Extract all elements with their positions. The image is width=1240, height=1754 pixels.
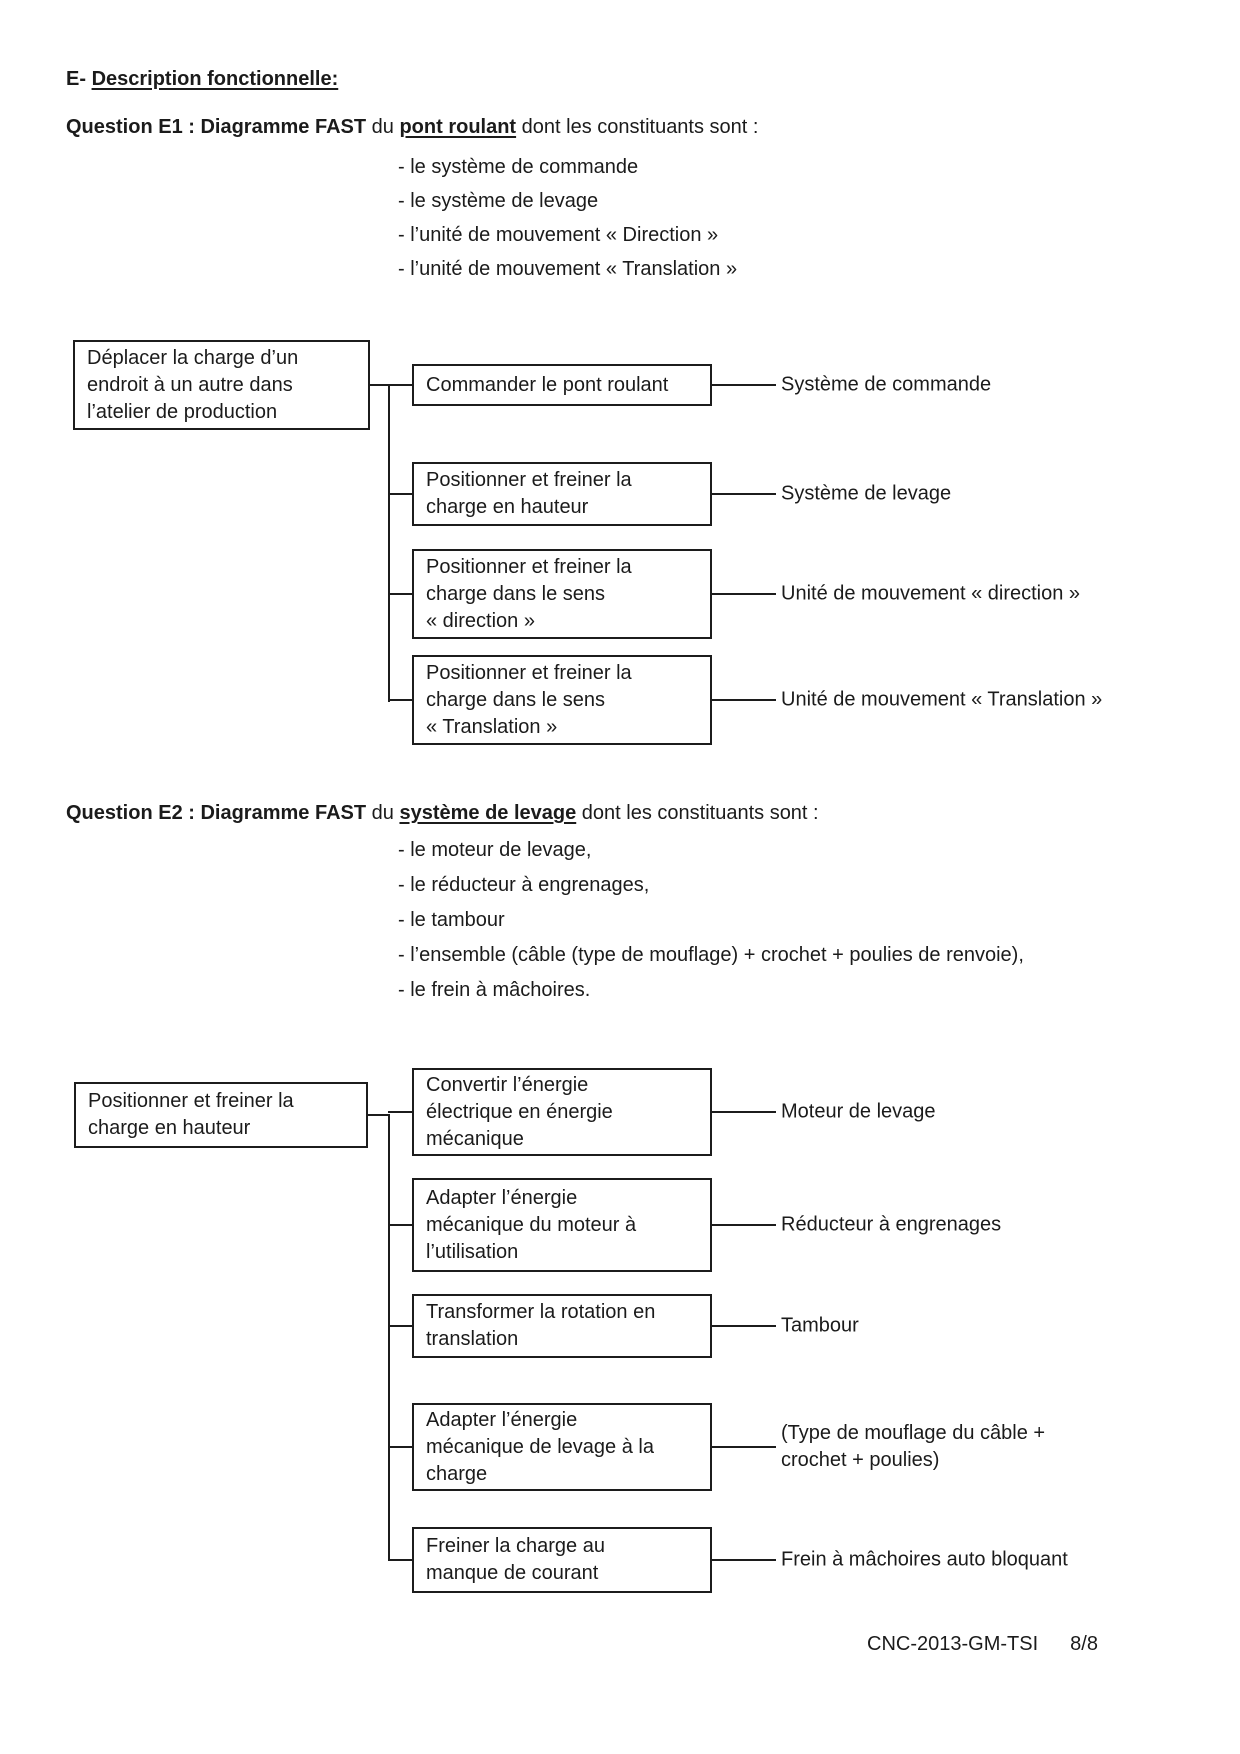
question-e1-label: Question E1 : Diagramme FAST [66,116,367,138]
label-text-line: Système de commande [781,373,992,396]
box-text-line: mécanique [426,1127,524,1150]
stub-line [388,1446,412,1448]
box-text-line: électrique en énergie [426,1100,613,1123]
connector-line [712,699,776,701]
box-text-line: Déplacer la charge d’un [87,346,299,369]
section-heading [66,66,338,92]
function-box [412,655,712,745]
section-heading-title: Description fonctionnelle: [91,68,339,90]
box-text-line: Transformer la rotation en [426,1301,656,1323]
solution-label [781,481,951,508]
connector-line [712,1224,776,1226]
label-text-line: (Type de mouflage du câble + [781,1422,1046,1444]
question-e2-line [66,800,819,826]
box-text-line: Freiner la charge au [426,1535,605,1557]
connector-line [712,384,776,386]
question-e1-subject: pont roulant [399,116,517,138]
connector-line [712,1559,776,1561]
label-text-line: Moteur de levage [781,1100,936,1123]
list-item: - le réducteur à engrenages, [398,874,650,896]
list-item: - l’ensemble (câble (type de mouflage) + crochet + poulies de renvoie), [398,944,1024,966]
solution-label [781,1547,1068,1574]
box-text-line: Commander le pont roulant [426,373,669,396]
connector-line [712,593,776,595]
function-box [412,1527,712,1593]
label-text-line: Frein à mâchoires auto bloquant [781,1548,1068,1571]
box-text-line: manque de courant [426,1562,599,1584]
connector-line [712,493,776,495]
stub-line [388,384,412,386]
list-item: - le moteur de levage, [398,839,592,861]
box-text-line: charge [426,1462,488,1485]
label-text-line: Réducteur à engrenages [781,1213,1002,1236]
question-e2-label: Question E2 : Diagramme FAST [66,802,367,824]
stub-line [388,1111,412,1113]
list-item: - l’unité de mouvement « Translation » [398,258,738,280]
box-text-line: charge en hauteur [88,1117,251,1139]
connector-line [712,1446,776,1448]
stub-line [388,593,412,595]
box-text-line: Adapter l’énergie [426,1186,578,1209]
list-item: - le tambour [398,909,505,931]
solution-label [781,1099,936,1126]
function-box [412,1178,712,1272]
label-text-line: Système de levage [781,482,952,505]
question-e1-mid: du [371,116,394,138]
doc-reference: CNC-2013-GM-TSI [867,1633,1039,1655]
page-number: 8/8 [1070,1633,1098,1655]
label-text-line: Unité de mouvement « Translation » [781,688,1103,711]
question-e1-line [66,114,758,140]
stub-line [388,1224,412,1226]
question-e2-mid: du [371,802,394,824]
root-function-box [73,340,370,430]
function-box [412,1294,712,1358]
stub-line [388,1325,412,1327]
stub-line [388,699,412,701]
solution-label [781,1420,1045,1474]
label-text-line: Unité de mouvement « direction » [781,582,1081,605]
box-text-line: charge en hauteur [426,496,589,518]
root-function-box [74,1082,368,1148]
box-text-line: Positionner et freiner la [426,469,632,491]
solution-label [781,581,1080,608]
box-text-line: l’atelier de production [87,400,278,423]
connector-line [368,384,390,386]
list-item: - le système de levage [398,190,599,212]
box-text-line: l’utilisation [426,1240,519,1263]
box-text-line: mécanique du moteur à [426,1213,637,1236]
box-text-line: « Translation » [426,715,558,738]
list-item: - le frein à mâchoires. [398,979,591,1001]
box-text-line: charge dans le sens [426,688,606,711]
constituents-list-e1 [398,150,737,286]
constituents-list-e2 [398,833,1024,1008]
solution-label [781,1212,1001,1239]
function-box [412,1403,712,1491]
question-e2-subject: système de levage [399,802,577,824]
question-e1-tail: dont les constituants sont : [521,116,759,138]
function-box [412,462,712,526]
box-text-line: endroit à un autre dans [87,373,293,396]
connector-line [712,1325,776,1327]
solution-label [781,372,991,399]
box-text-line: Adapter l’énergie [426,1408,578,1431]
box-text-line: Positionner et freiner la [426,555,632,578]
label-text-line: crochet + poulies) [781,1449,940,1471]
question-e2-tail: dont les constituants sont : [581,802,819,824]
list-item: - le système de commande [398,156,639,178]
trunk-line [388,384,390,702]
function-box [412,549,712,639]
connector-line [368,1114,390,1116]
box-text-line: Positionner et freiner la [426,661,632,684]
box-text-line: mécanique de levage à la [426,1435,654,1458]
box-text-line: Positionner et freiner la [88,1090,294,1112]
stub-line [388,1559,412,1561]
solution-label [781,1313,859,1340]
solution-label [781,687,1102,714]
page-footer [867,1631,1098,1657]
connector-line [712,1111,776,1113]
section-heading-prefix: E- [66,68,86,90]
box-text-line: translation [426,1328,519,1350]
label-text-line: Tambour [781,1314,859,1337]
box-text-line: charge dans le sens [426,582,606,605]
function-box [412,1068,712,1156]
trunk-line [388,1114,390,1561]
box-text-line: Convertir l’énergie [426,1073,589,1096]
list-item: - l’unité de mouvement « Direction » [398,224,719,246]
function-box [412,364,712,406]
box-text-line: « direction » [426,609,535,632]
stub-line [388,493,412,495]
